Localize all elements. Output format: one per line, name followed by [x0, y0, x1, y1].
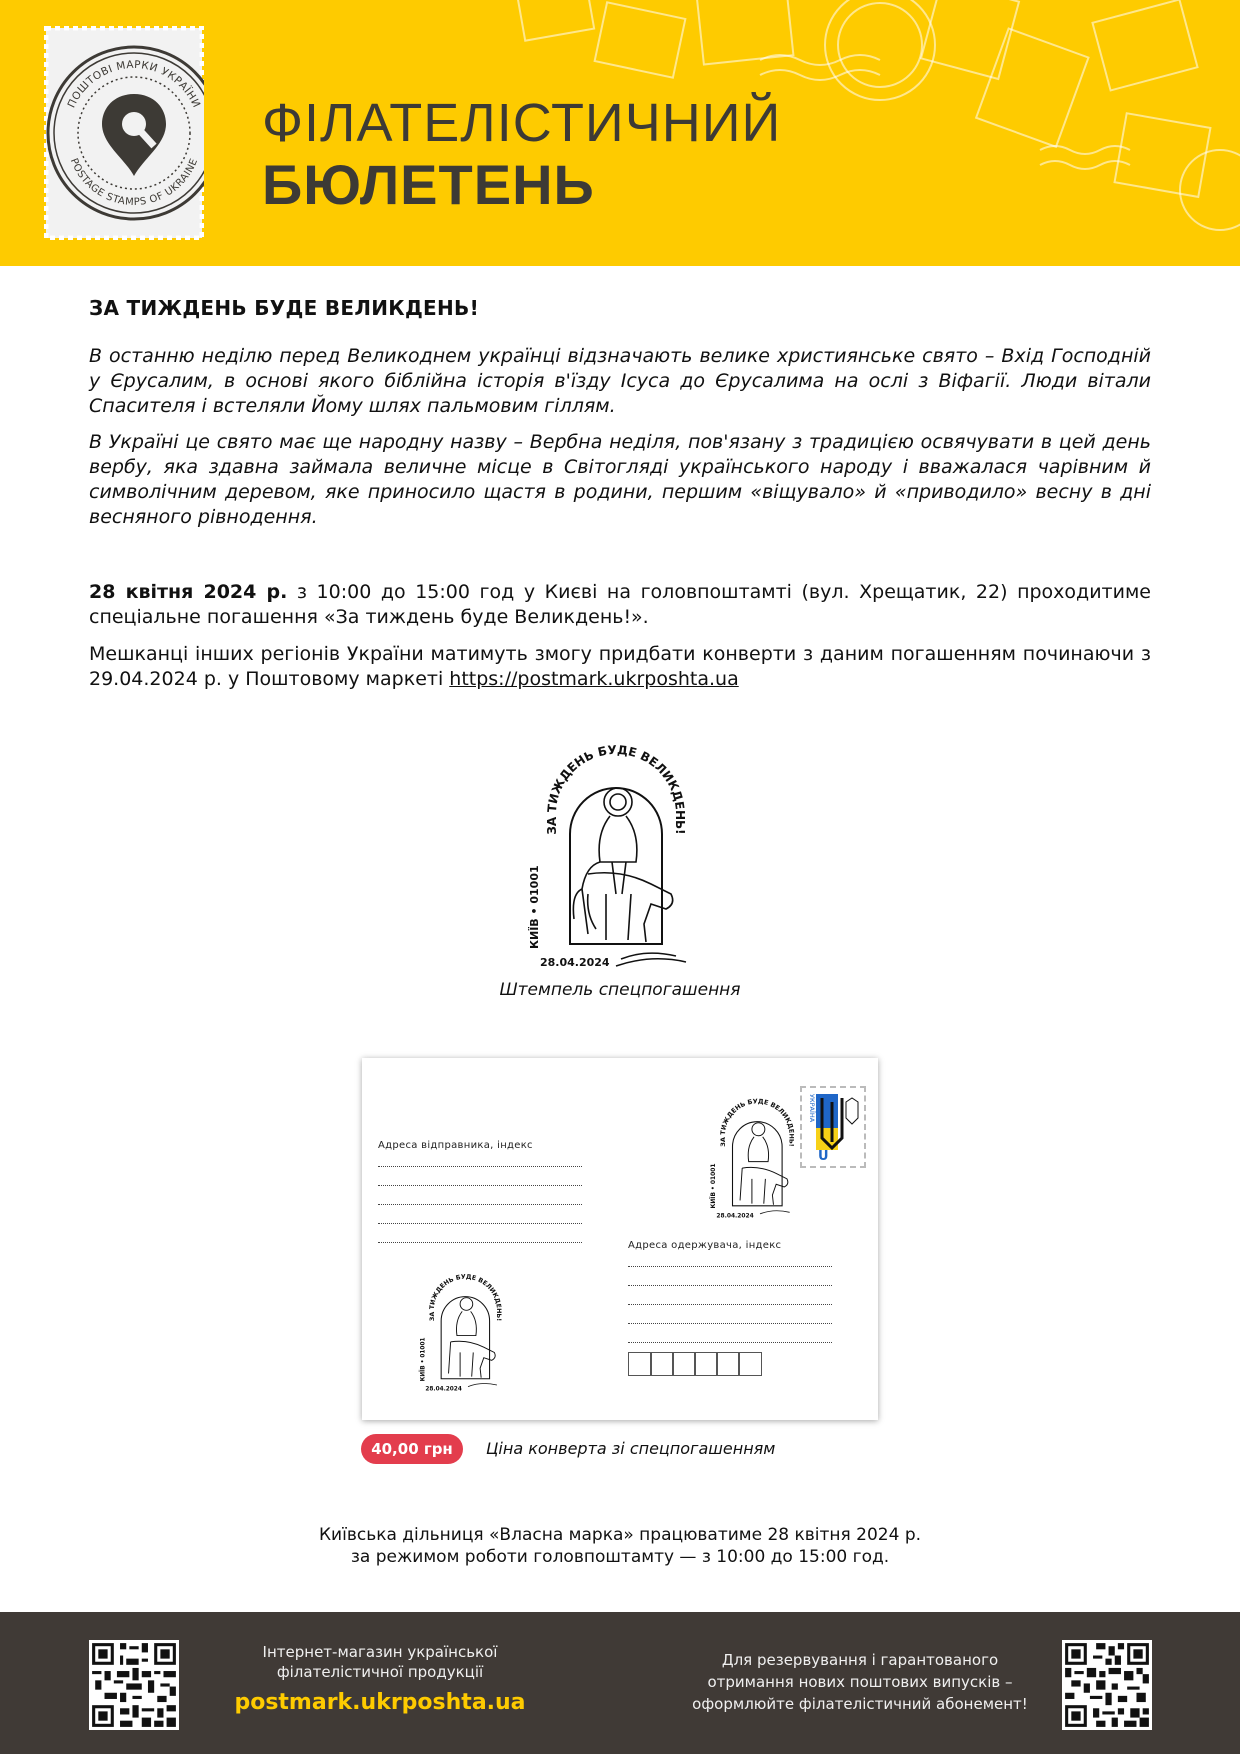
sender-line: [378, 1166, 582, 1167]
recipient-line: [628, 1285, 832, 1286]
postcode-box: [650, 1352, 674, 1376]
sender-line: [378, 1204, 582, 1205]
bulletin-title-line2: БЮЛЕТЕНЬ: [262, 153, 595, 216]
qr-code-icon[interactable]: [1062, 1640, 1152, 1730]
postcode-box: [628, 1352, 652, 1376]
intro-paragraph-1: В останню неділю перед Великоднем українці відзначають велике християнське свято – Вхід Господній у Єрусалим, в основі якого біблійна історія в'їзду Ісуса до Єрусалима на ослі з Віфагії. Люди вітали Спасителя і встеляли Йому шлях пальмовим гіллям.: [89, 345, 1151, 417]
article-heading: ЗА ТИЖДЕНЬ БУДЕ ВЕЛИКДЕНЬ!: [89, 296, 480, 320]
stamp-country: УКРАЇНА: [808, 1094, 816, 1123]
postmark-city: КИЇВ • 01001: [528, 865, 541, 949]
sender-label: Адреса відправника, індекс: [378, 1140, 533, 1151]
postcode-box: [738, 1352, 762, 1376]
postmark-arc-text: ЗА ТИЖДЕНЬ БУДЕ ВЕЛИКДЕНЬ!: [544, 744, 687, 835]
regions-paragraph: [89, 642, 1151, 692]
svg-text:ЗА ТИЖДЕНЬ БУДЕ ВЕЛИКДЕНЬ!: [545, 744, 687, 835]
env-postmark-date: 28.04.2024: [425, 1386, 462, 1393]
postcode-box: [694, 1352, 718, 1376]
qr-code-icon[interactable]: [89, 1640, 179, 1730]
footer-right-line3: оформлюйте філателістичний абонемент!: [692, 1695, 1028, 1713]
env-postmark-arc-text: ЗА ТИЖДЕНЬ БУДЕ ВЕЛИКДЕНЬ!: [428, 1273, 502, 1322]
envelope: [362, 1058, 878, 1420]
bulletin-title-line1: ФІЛАТЕЛІСТИЧНИЙ: [262, 93, 782, 153]
sender-line: [378, 1185, 582, 1186]
postcode-box: [672, 1352, 696, 1376]
recipient-line: [628, 1323, 832, 1324]
event-text: з 10:00 до 15:00 год у Києві на головпоштамті (вул. Хрещатик, 22) проходитиме спеціальне погашення «За тиждень буде Великдень!».: [89, 581, 1151, 628]
postmark-stamp: [526, 744, 716, 974]
intro-paragraph-2: В Україні це свято має ще народну назву – Вербна неділя, пов'язану з традицією освячувати в цей день вербу, яка здавна займала величне місце в Світогляді українського народу і вважалася чарівним й символічним деревом, яке приносило щастя в родини, першим «віщувало» й «приводило» весну в дні весняного рівнодення.: [89, 431, 1151, 528]
recipient-line: [628, 1304, 832, 1305]
envelope-postmark-right: [708, 1098, 812, 1222]
sender-line: [378, 1242, 582, 1243]
postcode-box: [716, 1352, 740, 1376]
footer: [0, 1612, 1240, 1754]
logo-icon: [44, 26, 204, 240]
env-postmark-city: КИЇВ • 01001: [420, 1337, 427, 1382]
note-line1: Київська дільниця «Власна марка» працюватиме 28 квітня 2024 р.: [318, 1525, 922, 1545]
postmark-date: 28.04.2024: [540, 956, 610, 969]
env-postmark2-arc-text: ЗА ТИЖДЕНЬ БУДЕ ВЕЛИКДЕНЬ!: [718, 1098, 796, 1147]
logo-text-bottom: POSTAGE STAMPS OF UKRAINE: [67, 156, 201, 209]
postmark-link[interactable]: https://postmark.ukrposhta.ua: [449, 668, 739, 690]
note-line2: за режимом роботи головпоштамту — з 10:00 до 15:00 год.: [350, 1547, 890, 1567]
sender-line: [378, 1223, 582, 1224]
footer-shop-link[interactable]: postmark.ukrposhta.ua: [234, 1690, 526, 1715]
footer-right-line2: отримання нових поштових випусків –: [707, 1673, 1013, 1691]
env-postmark2-date: 28.04.2024: [716, 1212, 754, 1220]
logo-text-top: ПОШТОВІ МАРКИ УКРАЇНИ: [65, 58, 203, 110]
footer-left-line2: філателістичної продукції: [276, 1663, 484, 1681]
recipient-label: Адреса одержувача, індекс: [628, 1240, 782, 1251]
event-date: 28 квітня 2024 р.: [89, 581, 288, 603]
footer-right-line1: Для резервування і гарантованого: [721, 1651, 999, 1669]
price-badge: 40,00 грн: [361, 1434, 463, 1464]
stamp-letter: U: [818, 1149, 829, 1164]
recipient-line: [628, 1266, 832, 1267]
footer-left-line1: Інтернет-магазин української: [262, 1643, 498, 1661]
regions-text: Мешканці інших регіонів України матимуть змогу придбати конверти з даним погашенням починаючи з 29.04.2024 р. у Поштовому маркеті: [89, 643, 1151, 690]
postmark-caption: Штемпель спецпогашення: [499, 980, 741, 1000]
recipient-line: [628, 1342, 832, 1343]
price-caption: Ціна конверта зі спецпогашенням: [486, 1439, 776, 1458]
header-banner: [0, 0, 1240, 266]
event-paragraph: [89, 580, 1151, 630]
envelope-postmark-left: [418, 1264, 518, 1404]
env-postmark2-city: КИЇВ • 01001: [710, 1163, 718, 1209]
